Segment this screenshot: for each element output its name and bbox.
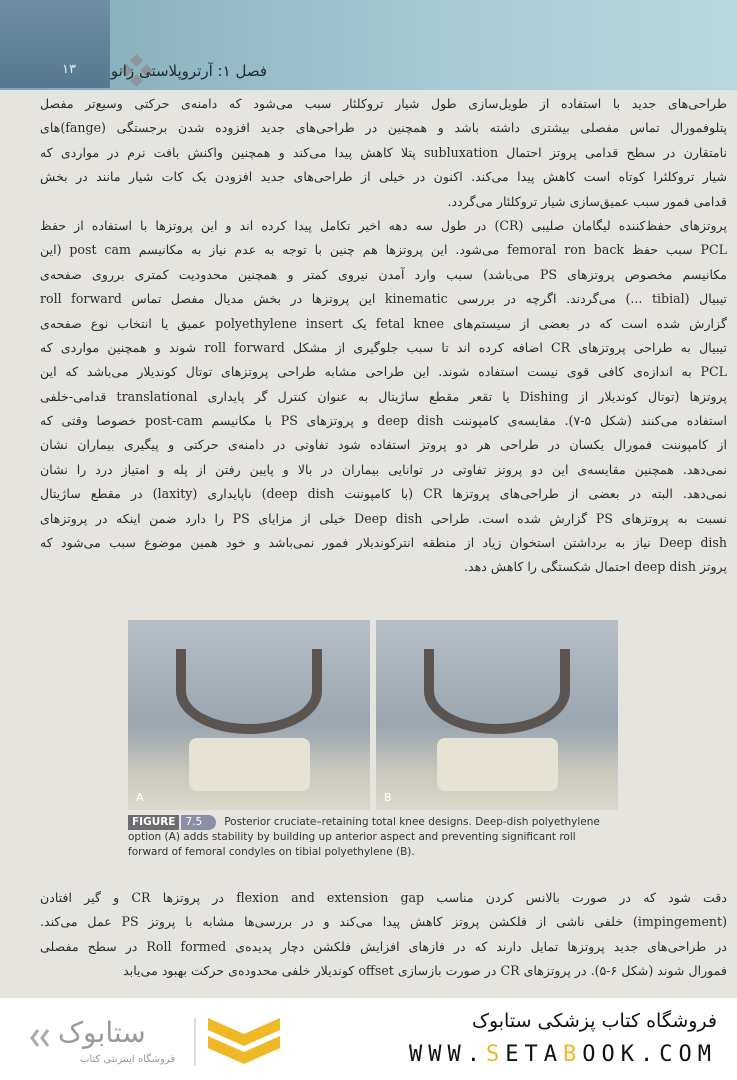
figure-tag: FIGURE <box>128 815 179 830</box>
page-number: ۱۳ <box>62 62 76 77</box>
text-line: PCL سبب حفظ femoral ron back می‌شود. این پروتزها هم چنین با توجه به عدم نیاز به مکانیسم post cam (این <box>40 242 727 258</box>
setabook-logo <box>30 1010 290 1072</box>
text-line: PCL به اندازه‌ی کافی قوی نیست استفاده شوند. این طراحی مشابه طراحی پروتزهای توتال کوندیلار می‌باشد که این <box>40 364 727 380</box>
body-text-bottom <box>40 886 727 984</box>
text-line: پروتزها (توتال کوندیلار از Dishing یا تقعر مقطع ساژیتال به عنوان کنترل گر پایداری translational قدامی-خلفی <box>40 388 727 404</box>
text-line: پتلوفمورال تماس مفصلی بیشتری داشته باشد و همچنین در طراحی‌های جدید افزوده شدن برجستگی (fange)های <box>40 120 727 136</box>
text-line: از کامپوننت فمورال یکسان در طراحی هر دو پروتز استفاده شود تفاوتی در دامنه‌ی حرکتی و پیگیری بیماران نشان <box>40 437 727 453</box>
text-line: نمی‌دهد. البته در بعضی از طراحی‌های پروتزها CR (با کامپوننت deep dish) ناپایداری (laxity) در مقطع ساژیتال <box>40 486 727 502</box>
chapter-title: فصل ۱: آرتروپلاستی زانو <box>110 62 267 80</box>
text-line: نمی‌دهد. همچنین مقایسه‌ی این دو پروتز تفاوتی در توانایی بیماران در بالا و پایین رفتن از پله و امتیاز درد را نشان <box>40 461 727 477</box>
figure-number: 7.5 <box>181 815 216 830</box>
panel-label-b: B <box>384 791 392 804</box>
text-line: دقت شود که در صورت بالانس کردن مناسب flexion and extension gap در پروتزها CR و گیر افتادن <box>40 890 727 905</box>
shop-name: فروشگاه کتاب پزشکی ستابوک <box>471 1010 717 1032</box>
text-line: Deep dish نیاز به برداشتن استخوان زیاد از منطقه انترکوندیلار فمور نمی‌باشد و خود همین موضوع سبب می‌شود که <box>40 535 727 551</box>
figure-panel-a <box>128 620 370 810</box>
text-line: قدامی فمور سبب عمیق‌سازی شیار تروکلئار می‌گردد. <box>447 193 727 209</box>
text-line: شیار تروکلئرا کوتاه است کاهش پیدا می‌کند. اکنون در خیلی از طراحی‌های جدید افزودن یک کات شیار مانند در بخش <box>40 169 727 185</box>
text-line: مکانیسم مخصوص پروتزهای PS می‌باشد) سبب وارد آمدن نیروی کمتر و همچنین محدودیت کمتری برروی صفحه‌ی <box>40 266 727 282</box>
store-url[interactable]: WWW.SETABOOK.COM <box>409 1042 717 1067</box>
text-line: در طراحی‌های جدید پروتزها تمایل دارند که در فازهای افزایش فلکشن دچار پدیده‌ی Roll formed در سطح مفصلی <box>40 938 727 954</box>
caption-title: Posterior cruciate–retaining total knee designs. Deep-dish polyethylene option <box>128 816 600 843</box>
figure-caption <box>128 815 618 860</box>
store-footer <box>0 998 737 1080</box>
text-line: استفاده می‌کنند (شکل ۵-۷). مقایسه‌ی کامپوننت deep dish و پروتزهای PS با مکانیسم post-cam خصوصا وقتی که <box>40 413 727 429</box>
text-line: تیبیال (tibial ...) می‌گردند. اگرچه در بررسی kinematic این پروتزها در بخش مدیال مفصل تماس roll forward <box>40 291 727 307</box>
text-line: گزارش شده است که در بعضی از سیستم‌های fetal knee یک polyethylene insert عمیق یا انتخاب نوع صفحه‌ی <box>40 315 727 331</box>
body-text-top <box>40 92 727 580</box>
text-line: (impingement) خلفی ناشی از فلکشن پروتز کاهش پیدا می‌کند و در بررسی‌ها مشابه با پروتز PS عمل می‌کند. <box>40 914 727 930</box>
panel-label-a: A <box>136 791 144 804</box>
text-line: نسبت به پروتزهای PS گزارش شده است. طراحی Deep dish خیلی از مزایای PS را دارد ضمن اینکه در پروتزهای <box>40 510 727 526</box>
figure-panel-b <box>376 620 618 810</box>
page-number-box <box>0 0 110 88</box>
logo-subtitle: فروشگاه اینترنتی کتاب <box>80 1054 176 1065</box>
figure-7-5 <box>128 620 618 810</box>
text-line: تیبیال به طراحی پروتزهای CR اضافه کرده اند تا سبب جلوگیری از مشکل roll forward شوند و همچنین مواردی که <box>40 339 727 355</box>
caption-rest: (A) adds stability by building up anterior aspect and preventing significant roll forward of femoral condyles on tibial polyethylene (B). <box>128 831 576 858</box>
text-line: پروتز deep dish احتمال شکستگی را کاهش دهد. <box>463 559 727 575</box>
text-line: فمورال شوند (شکل ۶-۵). در پروتزهای CR در صورت بازسازی offset کوندیلار خلفی محدوده‌ی حرکت بهبود می‌یابد <box>123 963 727 979</box>
logo-wordmark: ستابوک <box>58 1016 146 1049</box>
text-line: طراحی‌های جدید با استفاده از طویل‌سازی طول شیار تروکلئار سبب می‌شود که دامنه‌ی حرکتی وسیع‌تر مفصل <box>40 96 727 111</box>
text-line: نامتقارن در سطح قدامی پروتز احتمال subluxation پتلا کاهش پیدا می‌کند و همچنین واکنش بافت نرم در مواردی که <box>40 144 727 160</box>
text-line: پروتزهای حفظ‌کننده لیگامان صلیبی (CR) در طول سه دهه اخیر تکامل پیدا کرده اند و این پروتزها با استفاده از حفظ <box>40 217 727 233</box>
